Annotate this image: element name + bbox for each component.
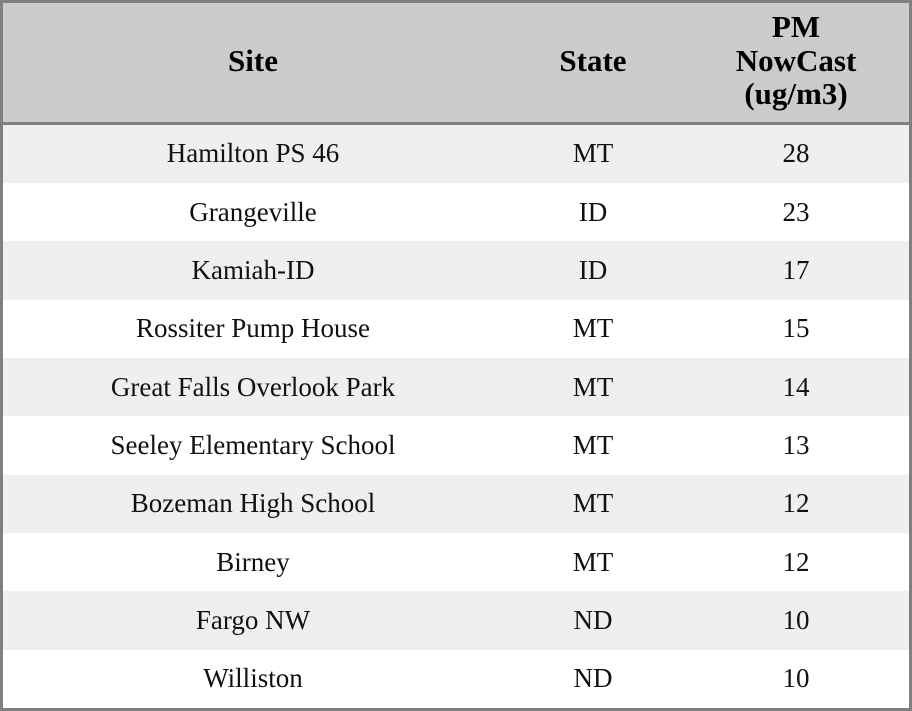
cell-pm-nowcast: 10 [683, 650, 909, 708]
table-row [3, 650, 909, 708]
cell-state: MT [503, 533, 683, 591]
cell-site: Birney [3, 533, 503, 591]
cell-pm-nowcast: 14 [683, 358, 909, 416]
cell-site: Rossiter Pump House [3, 300, 503, 358]
cell-state: MT [503, 300, 683, 358]
cell-state: MT [503, 358, 683, 416]
table-row [3, 300, 909, 358]
table-row [3, 533, 909, 591]
column-header-pm-nowcast-line2: NowCast [735, 42, 857, 78]
cell-state: ID [503, 241, 683, 299]
cell-site: Hamilton PS 46 [3, 123, 503, 183]
column-header-pm-nowcast-line3: (ug/m3) [744, 75, 848, 111]
cell-site: Great Falls Overlook Park [3, 358, 503, 416]
cell-state: ND [503, 650, 683, 708]
cell-site: Grangeville [3, 183, 503, 241]
table-header [3, 3, 909, 123]
column-header-state [503, 3, 683, 123]
table-row [3, 475, 909, 533]
table-body [3, 123, 909, 708]
cell-site: Williston [3, 650, 503, 708]
cell-pm-nowcast: 12 [683, 533, 909, 591]
table-row [3, 358, 909, 416]
table-row [3, 416, 909, 474]
cell-site: Bozeman High School [3, 475, 503, 533]
pm-nowcast-table [3, 3, 909, 708]
cell-state: MT [503, 416, 683, 474]
table-row [3, 183, 909, 241]
cell-pm-nowcast: 10 [683, 591, 909, 649]
cell-pm-nowcast: 13 [683, 416, 909, 474]
cell-pm-nowcast: 12 [683, 475, 909, 533]
cell-pm-nowcast: 17 [683, 241, 909, 299]
cell-site: Kamiah-ID [3, 241, 503, 299]
column-header-site [3, 3, 503, 123]
column-header-pm-nowcast [683, 3, 909, 123]
column-header-pm-nowcast-line1: PM [771, 9, 821, 45]
table-row [3, 591, 909, 649]
cell-state: ND [503, 591, 683, 649]
cell-state: MT [503, 123, 683, 183]
column-header-state-label: State [559, 42, 627, 78]
cell-site: Seeley Elementary School [3, 416, 503, 474]
column-header-site-label: Site [228, 42, 278, 78]
table-row [3, 123, 909, 183]
cell-pm-nowcast: 28 [683, 123, 909, 183]
cell-state: ID [503, 183, 683, 241]
table-row [3, 241, 909, 299]
cell-state: MT [503, 475, 683, 533]
cell-pm-nowcast: 15 [683, 300, 909, 358]
table-header-row [3, 3, 909, 123]
cell-pm-nowcast: 23 [683, 183, 909, 241]
cell-site: Fargo NW [3, 591, 503, 649]
